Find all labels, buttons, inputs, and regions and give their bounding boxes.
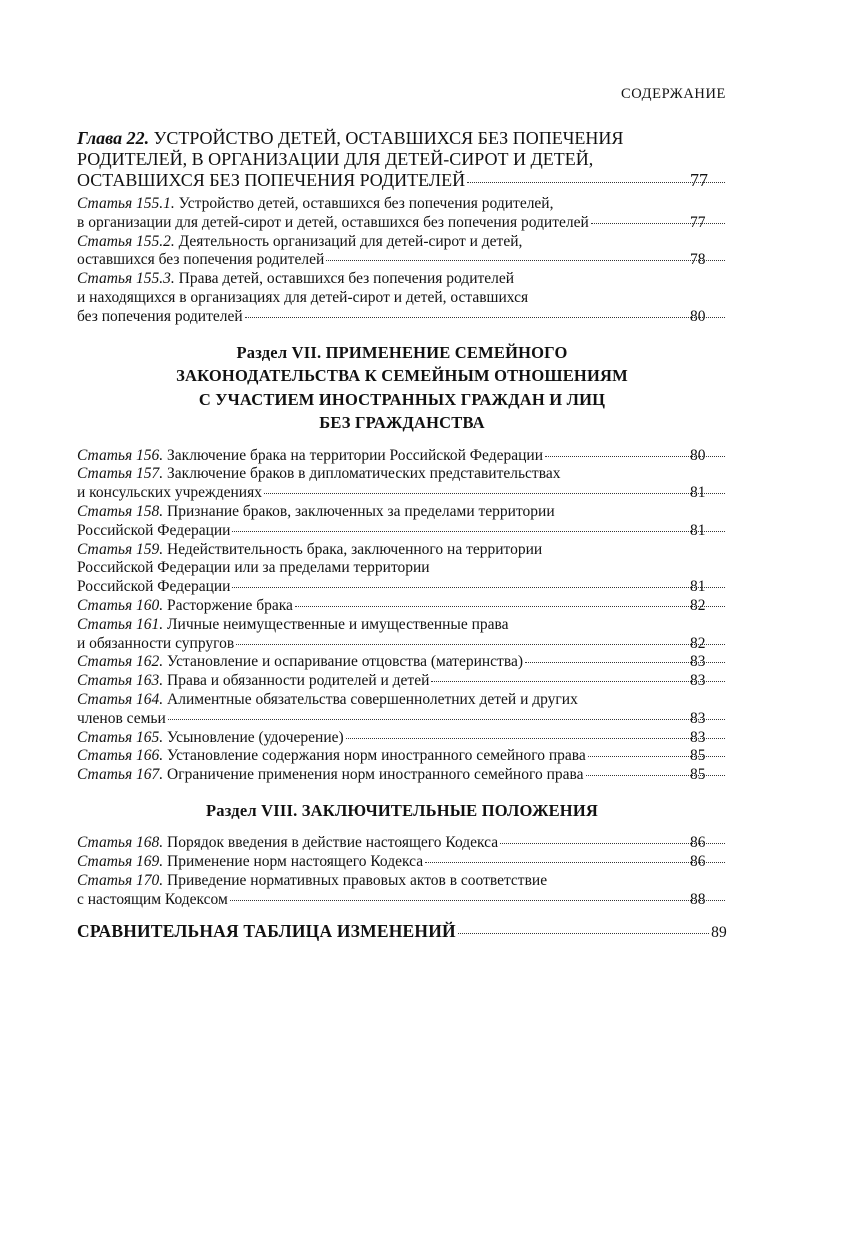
running-head: СОДЕРЖАНИЕ (621, 86, 726, 102)
leader-dots (545, 456, 725, 457)
article-label: Статья 162. (77, 653, 164, 671)
toc-entry-165: Статья 165. Усыновление (удочерение) 83 (77, 729, 727, 748)
leader-dots (168, 719, 725, 720)
section-title-line: Раздел VII. ПРИМЕНЕНИЕ СЕМЕЙНОГО (236, 342, 568, 362)
article-title-line: Алиментные обязательства совершеннолетних детей и других (167, 690, 578, 708)
article-label: Статья 156. (77, 446, 164, 464)
section-heading-vii (77, 341, 727, 435)
table-of-contents (77, 128, 727, 944)
section-title-line: Раздел VIII. ЗАКЛЮЧИТЕЛЬНЫЕ ПОЛОЖЕНИЯ (206, 800, 598, 820)
toc-entry-156: Статья 156. Заключение брака на территории Российской Федерации 80 (77, 447, 727, 466)
article-label: Статья 163. (77, 672, 164, 690)
comparison-title: СРАВНИТЕЛЬНАЯ ТАБЛИЦА ИЗМЕНЕНИЙ (77, 920, 456, 941)
section-title-line: С УЧАСТИЕМ ИНОСТРАННЫХ ГРАЖДАН И ЛИЦ (198, 389, 606, 409)
toc-entry-168: Статья 168. Порядок введения в действие настоящего Кодекса 86 (77, 834, 727, 853)
article-label: Статья 155.3. (77, 270, 175, 288)
article-title-line: в организации для детей-сирот и детей, оставшихся без попечения родителей (77, 213, 589, 231)
toc-entry-167: Статья 167. Ограничение применения норм иностранного семейного права 85 (77, 766, 727, 785)
article-title-line: Установление и оспаривание отцовства (материнства) (167, 653, 523, 671)
toc-chapter-22: Глава 22. УСТРОЙСТВО ДЕТЕЙ, ОСТАВШИХСЯ БЕЗ ПОПЕЧЕНИЯ РОДИТЕЛЕЙ, В ОРГАНИЗАЦИИ ДЛЯ ДЕТЕЙ-СИРОТ И ДЕТЕЙ, ОСТАВШИХСЯ БЕЗ ПОПЕЧЕНИЯ РОДИТЕЛЕЙ 77 (77, 128, 727, 191)
article-title-line: оставшихся без попечения родителей (77, 251, 325, 269)
toc-entry-155-1: Статья 155.1. Устройство детей, оставшихся без попечения родителей, в организации для детей-сирот и детей, оставшихся без попечения родителей 77 (77, 195, 727, 233)
article-label: Статья 157. (77, 465, 164, 483)
toc-entry-159: Статья 159. Недействительность брака, заключенного на территории Российской Федерации или за пределами территории Российской Федерации 81 (77, 541, 727, 597)
toc-entry-155-3: Статья 155.3. Права детей, оставшихся без попечения родителей и находящихся в организациях для детей-сирот и детей, оставшихся без попечения родителей 80 (77, 270, 727, 326)
article-label: Статья 155.1. (77, 195, 175, 212)
chapter-title-line: УСТРОЙСТВО ДЕТЕЙ, ОСТАВШИХСЯ БЕЗ ПОПЕЧЕНИЯ (153, 128, 624, 148)
leader-dots (425, 862, 725, 863)
leader-dots (458, 933, 709, 934)
leader-dots (588, 756, 725, 757)
article-label: Статья 165. (77, 728, 164, 746)
article-label: Статья 155.2. (77, 232, 175, 250)
leader-dots (230, 900, 725, 901)
article-title-line: Российской Федерации (77, 578, 231, 596)
leader-dots (525, 662, 725, 663)
leader-dots (467, 182, 725, 183)
article-title-line: Заключение брака на территории Российской Федерации (167, 446, 544, 464)
article-title-line: Устройство детей, оставшихся без попечения родителей, (178, 195, 554, 212)
leader-dots (245, 317, 725, 318)
toc-entry-164: Статья 164. Алиментные обязательства совершеннолетних детей и других членов семьи 83 (77, 691, 727, 729)
article-label: Статья 161. (77, 615, 164, 633)
article-title-line: Личные неимущественные и имущественные права (167, 615, 509, 633)
leader-dots (232, 531, 725, 532)
article-title-line: Усыновление (удочерение) (167, 728, 344, 746)
chapter-title-line: РОДИТЕЛЕЙ, В ОРГАНИЗАЦИИ ДЛЯ ДЕТЕЙ-СИРОТ И ДЕТЕЙ, (77, 149, 594, 169)
page-number: 89 (711, 923, 727, 941)
article-title-line: Заключение браков в дипломатических представительствах (167, 465, 561, 483)
article-label: Статья 160. (77, 596, 164, 614)
toc-entry-163: Статья 163. Права и обязанности родителей и детей 83 (77, 672, 727, 691)
article-title-line: членов семьи (77, 709, 166, 727)
article-title-line: Приведение нормативных правовых актов в соответствие (167, 872, 548, 890)
article-title-line: Расторжение брака (167, 596, 293, 614)
article-title-line: Применение норм настоящего Кодекса (167, 853, 424, 871)
article-title-line: Ограничение применения норм иностранного семейного права (167, 766, 584, 784)
toc-entry-160: Статья 160. Расторжение брака 82 (77, 597, 727, 616)
toc-entry-161: Статья 161. Личные неимущественные и имущественные права и обязанности супругов 82 (77, 616, 727, 654)
article-title-line: Деятельность организаций для детей-сирот и детей, (178, 232, 523, 250)
article-label: Статья 168. (77, 834, 164, 852)
article-title-line: Признание браков, заключенных за пределами территории (167, 502, 555, 520)
leader-dots (431, 681, 725, 682)
toc-entry-155-2: Статья 155.2. Деятельность организаций для детей-сирот и детей, оставшихся без попечения родителей 78 (77, 233, 727, 271)
article-label: Статья 164. (77, 690, 164, 708)
article-title-line: без попечения родителей (77, 307, 243, 325)
article-title-line: с настоящим Кодексом (77, 890, 228, 908)
chapter-label: Глава 22. (77, 128, 150, 148)
article-title-line: Российской Федерации (77, 521, 231, 539)
leader-dots (232, 587, 725, 588)
article-label: Статья 170. (77, 872, 164, 890)
leader-dots (236, 644, 725, 645)
article-title-line: Российской Федерации или за пределами территории (77, 559, 430, 577)
article-title-line: Права и обязанности родителей и детей (167, 672, 430, 690)
section-title-line: ЗАКОНОДАТЕЛЬСТВА К СЕМЕЙНЫМ ОТНОШЕНИЯМ (176, 366, 628, 386)
article-label: Статья 158. (77, 502, 164, 520)
toc-entry-comparison-table (77, 920, 727, 944)
toc-entry-157: Статья 157. Заключение браков в дипломатических представительствах и консульских учреждениях 81 (77, 465, 727, 503)
article-title-line: Недействительность брака, заключенного на территории (167, 540, 543, 558)
article-label: Статья 159. (77, 540, 164, 558)
toc-entry-170: Статья 170. Приведение нормативных правовых актов в соответствие с настоящим Кодексом 88 (77, 872, 727, 910)
leader-dots (500, 843, 725, 844)
leader-dots (264, 493, 725, 494)
section-heading-viii (77, 799, 727, 823)
article-title-line: Права детей, оставшихся без попечения родителей (178, 270, 515, 288)
article-label: Статья 167. (77, 766, 164, 784)
article-title-line: Порядок введения в действие настоящего Кодекса (167, 834, 499, 852)
toc-entry-162: Статья 162. Установление и оспаривание отцовства (материнства) 83 (77, 653, 727, 672)
toc-entry-158: Статья 158. Признание браков, заключенных за пределами территории Российской Федерации 81 (77, 503, 727, 541)
toc-entry-166: Статья 166. Установление содержания норм иностранного семейного права 85 (77, 747, 727, 766)
article-label: Статья 166. (77, 747, 164, 765)
article-title-line: и находящихся в организациях для детей-сирот и детей, оставшихся (77, 288, 529, 306)
article-label: Статья 169. (77, 853, 164, 871)
leader-dots (346, 738, 725, 739)
article-title-line: и консульских учреждениях (77, 484, 262, 502)
article-title-line: и обязанности супругов (77, 634, 235, 652)
leader-dots (326, 260, 725, 261)
leader-dots (591, 223, 725, 224)
leader-dots (295, 606, 725, 607)
section-title-line: БЕЗ ГРАЖДАНСТВА (319, 413, 485, 433)
chapter-title-line: ОСТАВШИХСЯ БЕЗ ПОПЕЧЕНИЯ РОДИТЕЛЕЙ (77, 170, 466, 190)
article-title-line: Установление содержания норм иностранного семейного права (167, 747, 586, 765)
toc-entry-169: Статья 169. Применение норм настоящего Кодекса 86 (77, 853, 727, 872)
leader-dots (586, 775, 726, 776)
